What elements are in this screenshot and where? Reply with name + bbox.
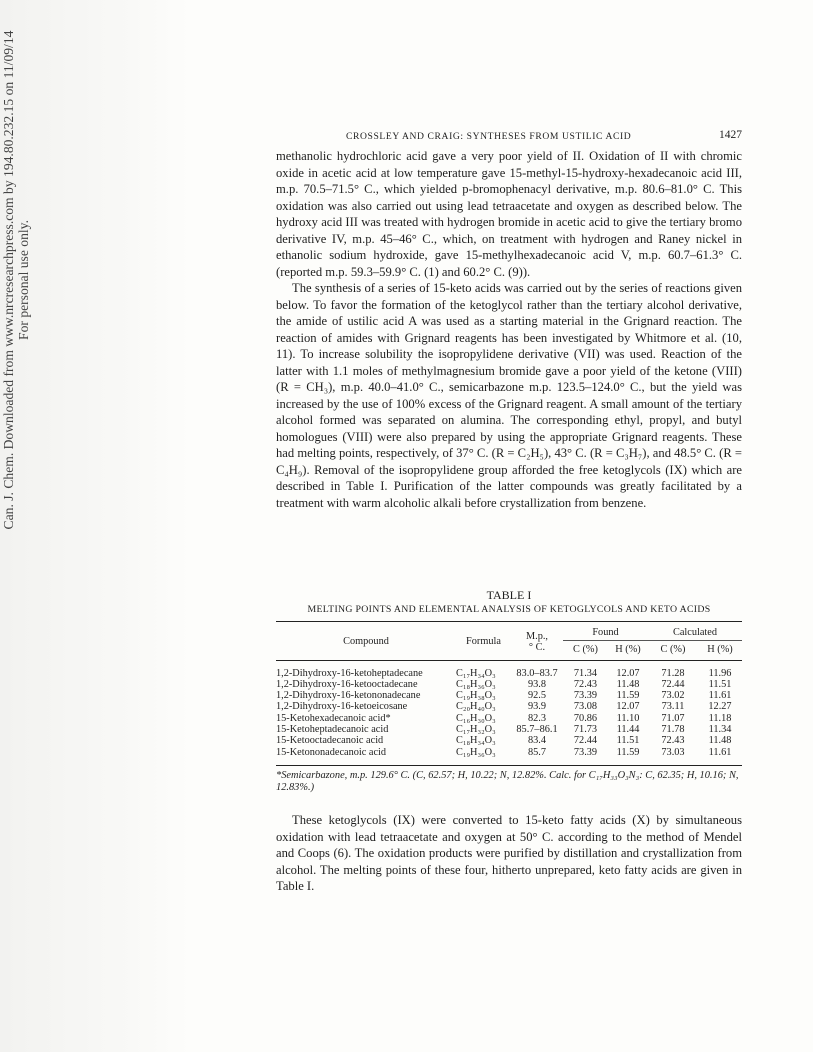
cell-compound: 1,2-Dihydroxy-16-ketononadecane	[276, 690, 421, 702]
header-compound: Compound	[343, 636, 389, 648]
cell-found-c: 70.86	[573, 712, 598, 724]
cell-mp: 85.7	[527, 746, 547, 758]
cell-formula: C₂₀H₄₀O₃	[456, 701, 496, 713]
watermark-line-1: Can. J. Chem. Downloaded from www.nrcresearchpress.com by 194.80.232.15 on 11/09/14	[1, 30, 16, 530]
cell-calc-c: 71.78	[661, 724, 685, 736]
download-watermark	[1, 0, 31, 570]
cell-compound: 1,2-Dihydroxy-16-ketoheptadecane	[276, 667, 423, 679]
header-formula: Formula	[466, 636, 501, 648]
header-found: Found	[563, 624, 648, 641]
header-mp-line2: ° C.	[528, 641, 546, 653]
cell-calc-c: 72.43	[661, 735, 685, 747]
cell-calc-c: 73.11	[661, 701, 685, 713]
table-row	[276, 747, 742, 758]
cell-mp: 82.3	[527, 712, 547, 724]
table-row	[276, 713, 742, 724]
header-found-c: C (%)	[573, 644, 598, 656]
cell-mp: 83.4	[527, 735, 547, 747]
running-title: CROSSLEY AND CRAIG: SYNTHESES FROM USTILIC ACID	[346, 131, 632, 142]
header-calculated: Calculated	[648, 624, 742, 641]
cell-mp: 83.0–83.7	[516, 667, 558, 679]
table-title: TABLE I	[486, 588, 532, 602]
header-mp	[511, 624, 563, 660]
paragraph-2: The synthesis of a series of 15-keto acids was carried out by the series of reactions given below. To favor the formation of the ketoglycol rather than the tertiary alcohol derivative, the amide of ustilic acid A was used as a starting material in the Grignard reaction. The reaction of amides with Grignard reagents has been investigated by Whitmore et al. (10, 11). To increase solubility the isopropylidene derivative (VII) was used. Reaction of the latter with 1.1 moles of methylmagnesium bromide gave a poor yield of the ketone (VIII) (R = CH₃), m.p. 40.0–41.0° C., semicarbazone m.p. 123.5–124.0° C., but the yield was increased by the use of 100% excess of the Grignard reagent. A small amount of the tertiary alcohol formed was separated on alumina. The corresponding ethyl, propyl, and butyl homologues (VIII) were also prepared by using the appropriate Grignard reagents. These had melting points, respectively, of 37° C. (R = C₂H₅), 43° C. (R = C₃H₇), and 48.5° C. (R = C₄H₉). Removal of the isopropylidene group afforded the free ketoglycols (IX) which are described in Table I. Purification of the latter compounds was greatly facilitated by a treatment with warm alcoholic alkali before crystallization from benzene.	[276, 281, 742, 510]
body-text-top	[276, 148, 742, 511]
cell-found-c: 72.43	[573, 678, 598, 690]
cell-compound: 15-Ketononadecanoic acid	[276, 746, 387, 758]
cell-compound: 1,2-Dihydroxy-16-ketoeicosane	[276, 701, 408, 713]
cell-found-c: 73.39	[573, 746, 598, 758]
cell-mp: 85.7–86.1	[516, 724, 558, 736]
paragraph-1: methanolic hydrochloric acid gave a very poor yield of II. Oxidation of II with chromic oxide in acetic acid at low temperature gave 15-methyl-15-hydroxy-hexadecanoic acid III, m.p. 70.5–71.5° C., which yielded p-bromophenacyl derivative, m.p. 80.6–81.0° C. This oxidation was also carried out using lead tetraacetate and oxygen as described below. The hydroxy acid III was treated with hydrogen bromide in acetic acid to give the tertiary bromo derivative IV, m.p. 45–46° C., which, on treatment with hydrogen and Raney nickel in ethanolic sodium hydroxide, gave 15-methylhexadecanoic acid V, m.p. 60.7–61.3° C. (reported m.p. 59.3–59.9° C. (1) and 60.2° C. (9)).	[276, 149, 742, 279]
cell-formula: C₁₉H₃₈O₃	[456, 690, 496, 702]
running-head	[276, 128, 742, 144]
table-row	[276, 701, 742, 712]
cell-calc-c: 71.07	[661, 712, 685, 724]
cell-formula: C₁₉H₃₆O₃	[456, 746, 496, 758]
cell-compound: 15-Ketohexadecanoic acid*	[276, 712, 391, 724]
cell-calc-h: 11.96	[708, 667, 732, 679]
table-caption: MELTING POINTS AND ELEMENTAL ANALYSIS OF KETOGLYCOLS AND KETO ACIDS	[307, 604, 711, 615]
watermark-line-2: For personal use only.	[16, 220, 31, 340]
cell-found-c: 73.39	[573, 690, 598, 702]
cell-found-h: 11.10	[616, 712, 640, 724]
header-calc-c: C (%)	[660, 644, 686, 656]
table-body	[276, 668, 742, 758]
cell-formula: C₁₇H₃₂O₃	[456, 724, 496, 736]
cell-mp: 93.8	[527, 678, 547, 690]
cell-mp: 93.9	[527, 701, 547, 713]
paragraph-3: These ketoglycols (IX) were converted to 15-keto fatty acids (X) by simultaneous oxidation with lead tetraacetate and oxygen at 50° C. according to the method of Mendel and Coops (6). The oxidation products were purified by distillation and crystallization from alcohol. The melting points of these four, hitherto unprepared, keto fatty acids are given in Table I.	[276, 813, 742, 893]
table-row	[276, 724, 742, 735]
body-text-bottom	[276, 812, 742, 895]
table-row	[276, 668, 742, 679]
cell-mp: 92.5	[527, 690, 547, 702]
header-found-h: H (%)	[615, 644, 641, 656]
cell-calc-h: 11.48	[708, 735, 732, 747]
cell-formula: C₁₇H₃₄O₃	[456, 667, 496, 679]
cell-compound: 15-Ketooctadecanoic acid	[276, 735, 384, 747]
table-row	[276, 690, 742, 701]
table-row	[276, 679, 742, 690]
cell-calc-c: 73.03	[661, 746, 685, 758]
table-row	[276, 735, 742, 746]
cell-found-h: 11.51	[616, 735, 640, 747]
cell-formula: C₁₆H₃₀O₃	[456, 712, 496, 724]
results-table	[276, 621, 742, 766]
cell-found-h: 11.44	[616, 724, 640, 736]
cell-calc-h: 11.34	[708, 724, 732, 736]
cell-calc-c: 71.28	[661, 667, 685, 679]
cell-compound: 15-Ketoheptadecanoic acid	[276, 724, 389, 736]
header-mp-line1: M.p.,	[525, 630, 549, 642]
cell-found-c: 71.73	[573, 724, 598, 736]
cell-calc-c: 73.02	[661, 690, 685, 702]
cell-calc-h: 11.18	[708, 712, 732, 724]
cell-compound: 1,2-Dihydroxy-16-ketooctadecane	[276, 678, 418, 690]
cell-formula: C₁₈H₃₆O₃	[456, 678, 496, 690]
cell-found-h: 11.48	[616, 678, 640, 690]
cell-formula: C₁₈H₃₄O₃	[456, 735, 496, 747]
cell-found-h: 12.07	[616, 701, 640, 713]
cell-calc-h: 12.27	[708, 701, 732, 713]
cell-calc-h: 11.61	[708, 690, 732, 702]
cell-found-c: 72.44	[573, 735, 598, 747]
cell-found-h: 11.59	[616, 746, 640, 758]
table-footnote: *Semicarbazone, m.p. 129.6° C. (C, 62.57; H, 10.22; N, 12.82%. Calc. for C₁₇H₃₃O₃N₃: C, 62.35; H, 10.16; N, 12.83%.)	[276, 770, 739, 793]
cell-calc-h: 11.51	[708, 678, 732, 690]
cell-calc-h: 11.61	[708, 746, 732, 758]
page-number: 1427	[719, 129, 742, 141]
cell-found-c: 71.34	[573, 667, 598, 679]
header-calc-h: H (%)	[707, 644, 733, 656]
cell-calc-c: 72.44	[661, 678, 685, 690]
cell-found-h: 12.07	[616, 667, 640, 679]
cell-found-c: 73.08	[573, 701, 598, 713]
cell-found-h: 11.59	[616, 690, 640, 702]
